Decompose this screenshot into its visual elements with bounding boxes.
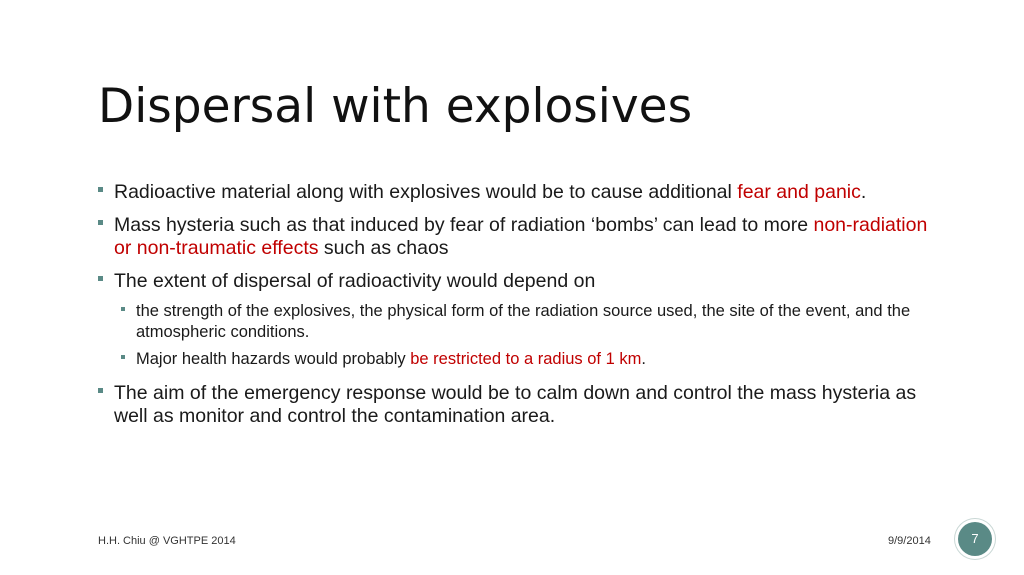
bullet-item-1 [98,181,928,204]
bullet-2-text: Mass hysteria such as that induced by fear of radiation ‘bombs’ can lead to more [114,214,814,236]
bullet-marker-icon [98,276,103,281]
bullet-item-3 [98,270,928,293]
slide-title: Dispersal with explosives [98,79,693,134]
sub-bullet-2-tail: . [641,350,646,368]
bullet-1-highlight: fear and panic [737,181,861,203]
footer-author: H.H. Chiu @ VGHTPE 2014 [98,535,236,547]
sub-bullet-1-text: the strength of the explosives, the physical form of the radiation source used, the site of the event, and the atmospheric conditions. [136,302,911,341]
page-number-badge: 7 [958,522,992,556]
bullet-1-text: Radioactive material along with explosives would be to cause additional [114,181,738,203]
bullet-marker-icon [98,187,103,192]
sub-bullet-2-text: Major health hazards would probably [136,350,411,368]
footer-date: 9/9/2014 [888,535,931,547]
bullet-2-tail: such as chaos [318,237,449,259]
bullet-2-highlight: non-radiation or non-traumatic effects [114,214,928,259]
sub-bullet-2-highlight: be restricted to a radius of 1 km [410,350,642,368]
sub-bullet-marker-icon [121,355,125,359]
bullet-1-tail: . [860,181,867,203]
bullet-marker-icon [98,388,103,393]
bullet-item-4 [98,382,928,428]
bullet-list [98,181,928,438]
bullet-item-2 [98,214,928,260]
bullet-marker-icon [98,220,103,225]
sub-bullet-marker-icon [121,307,125,311]
sub-bullet-item-2 [98,349,928,370]
bullet-3-text: The extent of dispersal of radioactivity would depend on [114,270,596,292]
bullet-4-text: The aim of the emergency response would be to calm down and control the mass hysteria as well as monitor and control the contamination area. [114,382,917,427]
sub-bullet-item-1 [98,301,928,343]
